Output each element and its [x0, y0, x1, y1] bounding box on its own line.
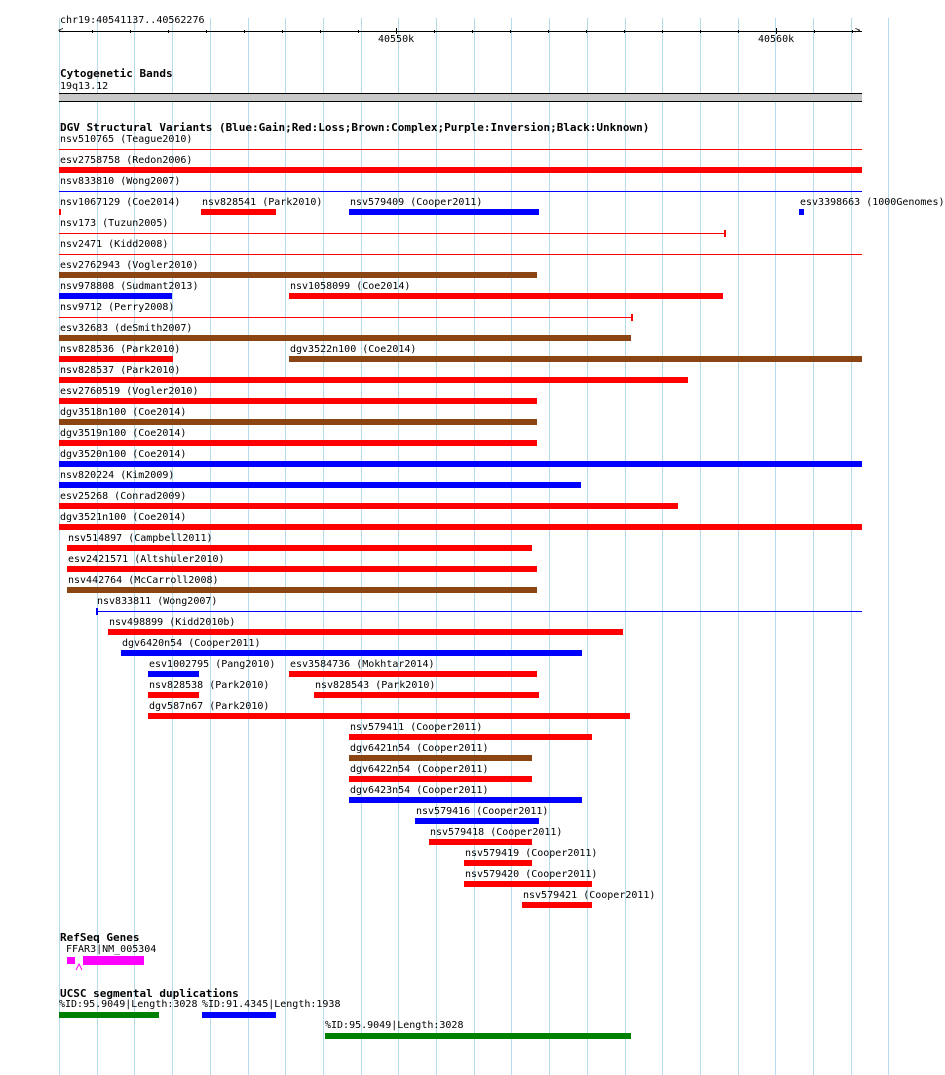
variant-bar[interactable]	[349, 209, 539, 215]
variant-bar[interactable]	[799, 209, 804, 215]
variant-bar[interactable]	[108, 629, 623, 635]
variant-bar[interactable]	[349, 755, 532, 761]
variant-label[interactable]: nsv1058099 (Coe2014)	[290, 281, 411, 292]
variant-label[interactable]: nsv579416 (Cooper2011)	[416, 806, 549, 817]
cytoband-bar[interactable]	[59, 93, 862, 102]
grid-line	[813, 18, 814, 1075]
variant-bar[interactable]	[67, 545, 532, 551]
variant-bar[interactable]	[201, 209, 276, 215]
variant-bar[interactable]	[59, 254, 862, 255]
variant-bar[interactable]	[67, 566, 537, 572]
variant-label[interactable]: nsv514897 (Campbell2011)	[68, 533, 213, 544]
grid-line	[851, 18, 852, 1075]
variant-label[interactable]: esv3584736 (Mokhtar2014)	[290, 659, 435, 670]
variant-bar[interactable]	[59, 440, 537, 446]
ruler-tick	[624, 30, 625, 33]
variant-label[interactable]: nsv828537 (Park2010)	[60, 365, 181, 376]
variant-bar[interactable]	[59, 461, 862, 467]
variant-label[interactable]: nsv828541 (Park2010)	[202, 197, 323, 208]
variant-bar[interactable]	[59, 272, 537, 278]
variant-label[interactable]: dgv6422n54 (Cooper2011)	[350, 764, 489, 775]
scroll-right-icon[interactable]: >	[855, 26, 861, 36]
grid-line	[775, 18, 776, 1075]
segdup-bar[interactable]	[202, 1012, 276, 1018]
variant-bar[interactable]	[314, 692, 539, 698]
ruler-tick	[776, 28, 777, 34]
ruler-tick	[396, 28, 397, 34]
variant-label[interactable]: nsv1067129 (Coe2014)	[60, 197, 181, 208]
gene-label[interactable]: FFAR3|NM_005304	[66, 944, 157, 955]
variant-bar[interactable]	[349, 797, 582, 803]
variant-bar[interactable]	[59, 209, 61, 215]
variant-label[interactable]: dgv3522n100 (Coe2014)	[290, 344, 417, 355]
variant-bar[interactable]	[522, 902, 592, 908]
segdup-label[interactable]: %ID:95.9049|Length:3028	[59, 999, 198, 1010]
ruler-tick	[434, 30, 435, 33]
ruler-tick	[282, 30, 283, 33]
gene-exon	[83, 956, 144, 965]
ruler-tick	[472, 30, 473, 33]
variant-bar[interactable]	[59, 167, 862, 173]
segdup-label[interactable]: %ID:95.9049|Length:3028	[325, 1020, 464, 1031]
dgv-track-title[interactable]: DGV Structural Variants (Blue:Gain;Red:Loss;Brown:Complex;Purple:Inversion;Black:Unknown)	[60, 121, 650, 134]
variant-label[interactable]: nsv579421 (Cooper2011)	[523, 890, 656, 901]
variant-label[interactable]: esv2421571 (Altshuler2010)	[68, 554, 225, 565]
ruler-tick	[206, 30, 207, 33]
segdup-label[interactable]: %ID:91.4345|Length:1938	[202, 999, 341, 1010]
variant-label[interactable]: nsv828536 (Park2010)	[60, 344, 181, 355]
ruler-tick	[130, 30, 131, 33]
ruler-tick	[358, 30, 359, 33]
variant-label[interactable]: dgv3519n100 (Coe2014)	[60, 428, 187, 439]
variant-label[interactable]: nsv828543 (Park2010)	[315, 680, 436, 691]
variant-label[interactable]: nsv833810 (Wong2007)	[60, 176, 181, 187]
ruler-tick	[510, 30, 511, 33]
grid-line	[700, 18, 701, 1075]
variant-bar[interactable]	[429, 839, 532, 845]
ruler-tick	[320, 30, 321, 33]
variant-bar[interactable]	[59, 482, 581, 488]
ruler-tick	[548, 30, 549, 33]
variant-label[interactable]: nsv498899 (Kidd2010b)	[109, 617, 236, 628]
gene-ffar3[interactable]	[67, 956, 144, 965]
ruler-label: 40550k	[378, 34, 415, 45]
variant-label[interactable]: nsv442764 (McCarroll2008)	[68, 575, 219, 586]
variant-bar[interactable]	[59, 317, 632, 318]
variant-bar[interactable]	[59, 377, 688, 383]
variant-bar[interactable]	[59, 398, 537, 404]
ruler-tick	[244, 30, 245, 33]
variant-bar[interactable]	[121, 650, 582, 656]
variant-label[interactable]: esv2758758 (Redon2006)	[60, 155, 193, 166]
segdup-bar[interactable]	[325, 1033, 631, 1039]
variant-bar[interactable]	[59, 419, 537, 425]
gene-utr	[67, 957, 75, 964]
variant-bar[interactable]	[59, 149, 862, 150]
variant-label[interactable]: esv2762943 (Vogler2010)	[60, 260, 199, 271]
variant-label[interactable]: esv3398663 (1000Genomes)	[800, 197, 945, 208]
variant-label[interactable]: nsv579411 (Cooper2011)	[350, 722, 483, 733]
variant-label[interactable]: dgv6421n54 (Cooper2011)	[350, 743, 489, 754]
gene-intron	[76, 956, 82, 965]
grid-line	[625, 18, 626, 1075]
cytoband-track-title[interactable]: Cytogenetic Bands	[60, 67, 173, 80]
variant-bar[interactable]	[148, 671, 199, 677]
variant-label[interactable]: dgv587n67 (Park2010)	[149, 701, 270, 712]
variant-label[interactable]: dgv3518n100 (Coe2014)	[60, 407, 187, 418]
variant-label[interactable]: nsv9712 (Perry2008)	[60, 302, 175, 313]
variant-bar[interactable]	[415, 818, 539, 824]
variant-label[interactable]: dgv3520n100 (Coe2014)	[60, 449, 187, 460]
ruler-tick	[92, 30, 93, 33]
variant-label[interactable]: nsv173 (Tuzun2005)	[60, 218, 169, 229]
variant-label[interactable]: nsv828538 (Park2010)	[149, 680, 270, 691]
ruler-line	[59, 31, 862, 32]
variant-label[interactable]: nsv978808 (Sudmant2013)	[60, 281, 199, 292]
ruler-tick	[700, 30, 701, 33]
ruler-tick	[662, 30, 663, 33]
grid-line	[549, 18, 550, 1075]
variant-label[interactable]: nsv579419 (Cooper2011)	[465, 848, 598, 859]
refseq-track-title[interactable]: RefSeq Genes	[60, 931, 140, 944]
variant-bar[interactable]	[464, 860, 532, 866]
ruler-location: chr19:40541137..40562276	[60, 15, 205, 26]
variant-label[interactable]: nsv579418 (Cooper2011)	[430, 827, 563, 838]
variant-bar[interactable]	[59, 293, 172, 299]
variant-bar[interactable]	[349, 776, 532, 782]
variant-bar[interactable]	[59, 356, 173, 362]
variant-bar[interactable]	[67, 587, 537, 593]
variant-bar[interactable]	[59, 335, 631, 341]
variant-bar[interactable]	[289, 293, 723, 299]
variant-label[interactable]: nsv579409 (Cooper2011)	[350, 197, 483, 208]
variant-bar[interactable]	[148, 713, 630, 719]
variant-label[interactable]: esv25268 (Conrad2009)	[60, 491, 187, 502]
variant-bar[interactable]	[59, 191, 862, 192]
variant-label[interactable]: dgv6423n54 (Cooper2011)	[350, 785, 489, 796]
ruler-tick	[852, 30, 853, 33]
ruler-label: 40560k	[758, 34, 795, 45]
variant-label[interactable]: dgv6420n54 (Cooper2011)	[122, 638, 261, 649]
variant-label[interactable]: nsv510765 (Teague2010)	[60, 134, 193, 145]
segdup-bar[interactable]	[59, 1012, 159, 1018]
variant-bar[interactable]	[59, 233, 725, 234]
variant-bar[interactable]	[464, 881, 592, 887]
variant-label[interactable]: nsv579420 (Cooper2011)	[465, 869, 598, 880]
variant-bar[interactable]	[349, 734, 592, 740]
variant-bar[interactable]	[289, 356, 862, 362]
scroll-left-icon[interactable]: <	[58, 26, 64, 36]
variant-label[interactable]: dgv3521n100 (Coe2014)	[60, 512, 187, 523]
grid-line	[662, 18, 663, 1075]
variant-label[interactable]: nsv2471 (Kidd2008)	[60, 239, 169, 250]
variant-bar[interactable]	[59, 524, 862, 530]
ruler-tick	[814, 30, 815, 33]
ruler-tick	[586, 30, 587, 33]
variant-bar[interactable]	[289, 671, 537, 677]
variant-label[interactable]: nsv833811 (Wong2007)	[97, 596, 218, 607]
variant-bar[interactable]	[59, 503, 678, 509]
variant-bar[interactable]	[148, 692, 199, 698]
variant-label[interactable]: esv2760519 (Vogler2010)	[60, 386, 199, 397]
grid-line	[587, 18, 588, 1075]
variant-bar[interactable]	[96, 611, 862, 612]
grid-line	[738, 18, 739, 1075]
variant-label[interactable]: esv32683 (deSmith2007)	[60, 323, 193, 334]
segdup-track-title[interactable]: UCSC segmental duplications	[60, 987, 239, 1000]
ruler-tick	[168, 30, 169, 33]
cytoband-label: 19q13.12	[60, 81, 109, 92]
variant-label[interactable]: nsv820224 (Kim2009)	[60, 470, 175, 481]
ruler-tick	[738, 30, 739, 33]
grid-line	[888, 18, 889, 1075]
variant-label[interactable]: esv1002795 (Pang2010)	[149, 659, 276, 670]
